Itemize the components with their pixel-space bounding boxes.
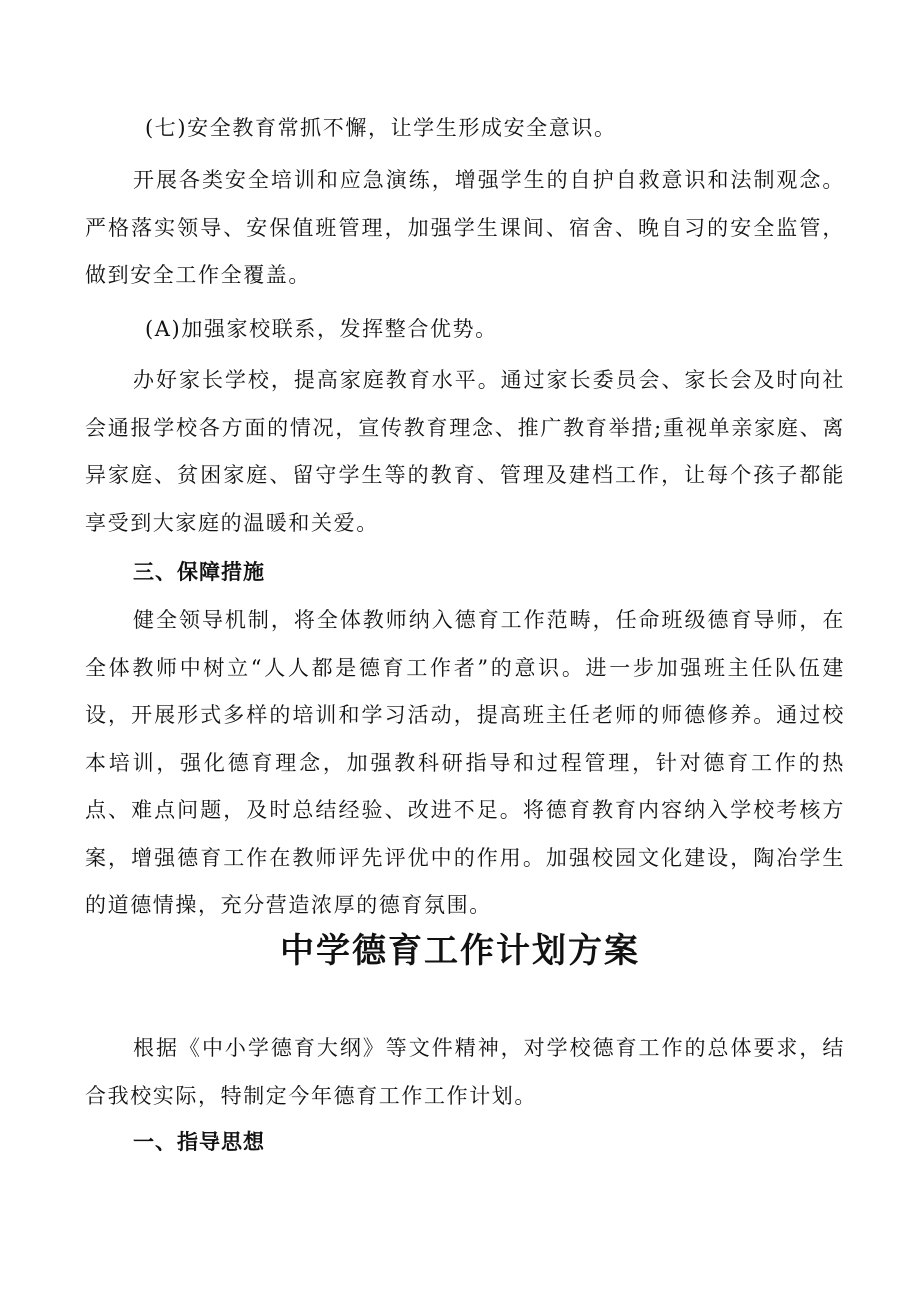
document-title: 中学德育工作计划方案 xyxy=(280,931,640,971)
paragraph-introduction: 根据《中小学德育大纲》等文件精神，对学校德育工作的总体要求，结合我校实际，特制定今年德育工作工作计划。 xyxy=(85,1036,845,1108)
section-heading-guarantee: 三、保障措施 xyxy=(133,560,265,584)
subheading-home-school: (A)加强家校联系，发挥整合优势。 xyxy=(145,317,498,341)
subheading-safety-education: (七)安全教育常抓不懈，让学生形成安全意识。 xyxy=(145,116,617,140)
section-heading-guiding-ideology: 一、指导思想 xyxy=(133,1130,265,1154)
paragraph-guarantee-measures: 健全领导机制，将全体教师纳入德育工作范畴，任命班级德育导师，在全体教师中树立“人人都是德育工作者”的意识。进一步加强班主任队伍建设，开展形式多样的培训和学习活动，提高班主任老师的师德修养。通过校本培训，强化德育理念，加强教科研指导和过程管理，针对德育工作的热点、难点问题，及时总结经验、改进不足。将德育教育内容纳入学校考核方案，增强德育工作在教师评先评优中的作用。加强校园文化建设，陶冶学生的道德情操，充分营造浓厚的德育氛围。 xyxy=(85,608,845,917)
paragraph-safety-training: 开展各类安全培训和应急演练，增强学生的自护自救意识和法制观念。严格落实领导、安保值班管理，加强学生课间、宿舍、晚自习的安全监管，做到安全工作全覆盖。 xyxy=(85,168,845,287)
paragraph-parent-school: 办好家长学校，提高家庭教育水平。通过家长委员会、家长会及时向社会通报学校各方面的情况，宣传教育理念、推广教育举措;重视单亲家庭、离异家庭、贫困家庭、留守学生等的教育、管理及建档工作，让每个孩子都能享受到大家庭的温暖和关爱。 xyxy=(85,368,845,535)
